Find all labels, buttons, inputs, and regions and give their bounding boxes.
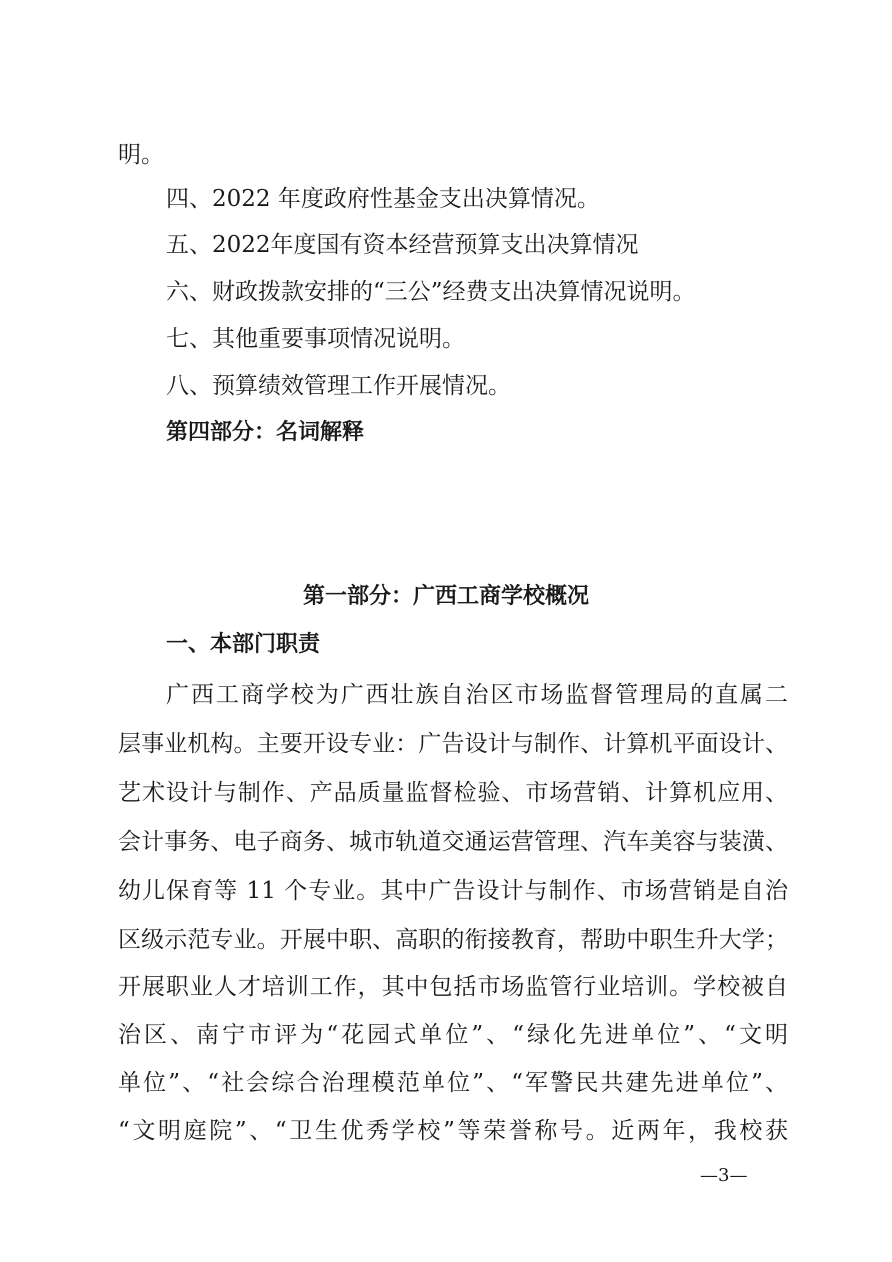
body-line: 幼儿保育等 11 个专业。其中广告设计与制作、市场营销是自治 (118, 878, 788, 904)
toc-continuation: 明。 (118, 142, 164, 168)
body-line: 区级示范专业。开展中职、高职的衔接教育，帮助中职生升大学； (118, 927, 788, 953)
body-line: 广西工商学校为广西壮族自治区市场监督管理局的直属二 (166, 682, 788, 708)
toc-item-8: 八、预算绩效管理工作开展情况。 (166, 373, 511, 399)
body-line: 开展职业人才培训工作，其中包括市场监管行业培训。学校被自 (118, 974, 788, 1000)
toc-item-5: 五、2022年度国有资本经营预算支出决算情况 (166, 232, 639, 258)
body-line: 艺术设计与制作、产品质量监督检验、市场营销、计算机应用、 (118, 780, 788, 806)
toc-item-4: 四、2022 年度政府性基金支出决算情况。 (166, 186, 600, 212)
body-line: “文明庭院”、“卫生优秀学校”等荣誉称号。近两年，我校获 (118, 1118, 788, 1144)
body-line: 治区、南宁市评为“花园式单位”、“绿化先进单位”、“文明 (118, 1022, 788, 1048)
body-line: 会计事务、电子商务、城市轨道交通运营管理、汽车美容与装潢、 (118, 829, 788, 855)
section-subtitle: 一、本部门职责 (166, 632, 321, 657)
body-line: 层事业机构。主要开设专业：广告设计与制作、计算机平面设计、 (118, 731, 788, 757)
toc-part-4: 第四部分：名词解释 (166, 420, 365, 445)
section-title: 第一部分：广西工商学校概况 (302, 584, 589, 609)
toc-item-7: 七、其他重要事项情况说明。 (166, 326, 465, 352)
body-line: 单位”、“社会综合治理模范单位”、“军警民共建先进单位”、 (118, 1070, 788, 1096)
page-number: —3— (700, 1165, 748, 1186)
toc-item-6: 六、财政拨款安排的“三公”经费支出决算情况说明。 (166, 279, 696, 305)
